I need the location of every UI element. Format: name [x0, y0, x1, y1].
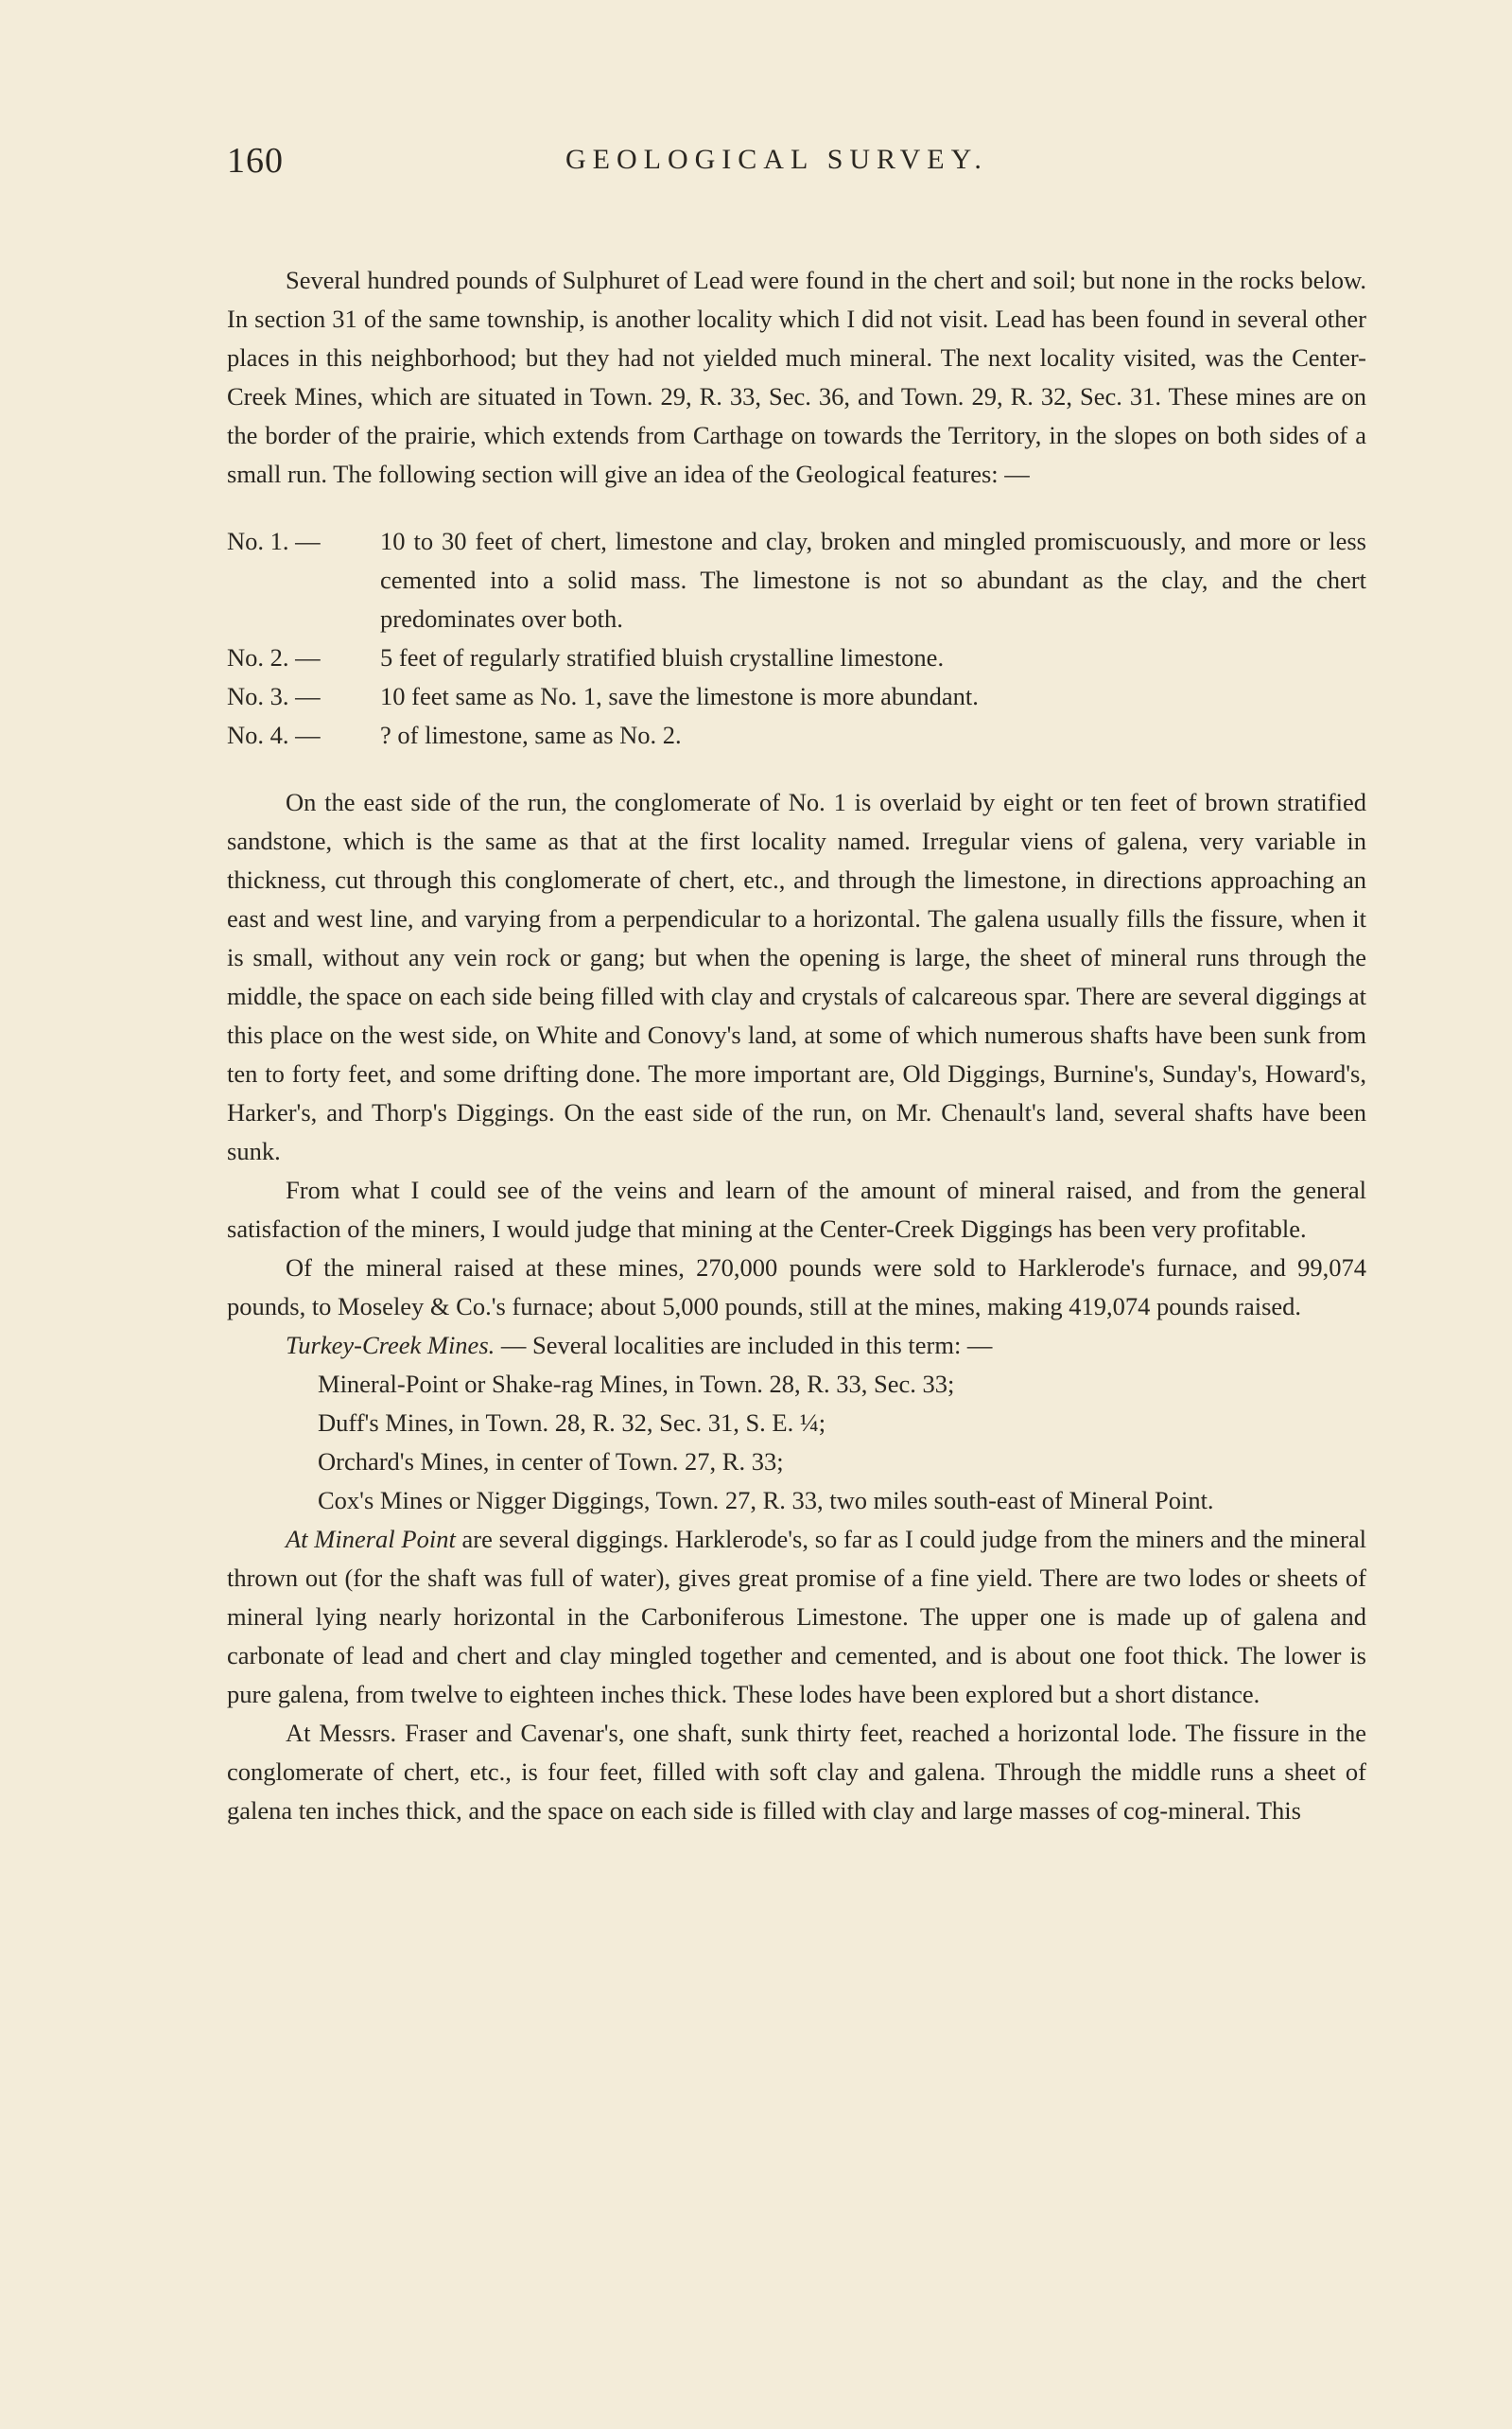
mineral-point-text: are several diggings. Harklerode's, so far as I could judge from the miners and the mineral thrown out (for the shaft was full of water), gives great promise of a fine yield. There are two lodes or sheets of mineral lying nearly horizontal in the Carboniferous Limestone. The upper one is made up of galena and carbonate of lead and chert and clay mingled together and cemented, and is about one foot thick. The lower is pure galena, from twelve to eighteen inches thick. These lodes have been explored but a short distance. [227, 1525, 1366, 1708]
layer-description: 10 feet same as No. 1, save the limestone is more abundant. [380, 682, 979, 710]
layer-number: No. 4. — [227, 721, 321, 749]
document-page [227, 140, 1366, 1830]
paragraph-turkey-creek-mines [227, 1326, 1366, 1365]
paragraph-mineral-point [227, 1520, 1366, 1714]
layer-number: No. 3. — [227, 682, 321, 710]
turkey-creek-text: — Several localities are included in this term: — [495, 1331, 993, 1359]
mineral-point-heading: At Mineral Point [286, 1525, 456, 1553]
paragraph-mineral-raised: Of the mineral raised at these mines, 270,000 pounds were sold to Harklerode's furnace, and 99,074 pounds, to Moseley & Co.'s furnace; about 5,000 pounds, still at the mines, making 419,074 pounds raised. [227, 1253, 1366, 1320]
section-layer [227, 716, 1366, 755]
geological-section-list [227, 522, 1366, 755]
section-layer [227, 638, 1366, 677]
page-number: 160 [227, 141, 284, 181]
layer-description: ? of limestone, same as No. 2. [380, 721, 682, 749]
turkey-creek-heading: Turkey-Creek Mines. [286, 1331, 495, 1359]
section-layer [227, 522, 1366, 638]
locality-item: Cox's Mines or Nigger Diggings, Town. 27, R. 33, two miles south-east of Mineral Point. [318, 1486, 1214, 1514]
locality-list [227, 1365, 1366, 1520]
section-layer [227, 677, 1366, 716]
layer-description: 10 to 30 feet of chert, limestone and clay, broken and mingled promiscuously, and more or less cemented into a solid mass. The limestone is not so abundant as the clay, and the chert predominates over both. [380, 527, 1366, 633]
layer-number: No. 2. — [227, 643, 321, 672]
paragraph-east-side-galena: On the east side of the run, the conglomerate of No. 1 is overlaid by eight or ten feet of brown stratified sandstone, which is the same as that at the first locality named. Irregular viens of galena, very variable in thickness, cut through this conglomerate of chert, etc., and through the limestone, in directions approaching an east and west line, and varying from a perpendicular to a horizontal. The galena usually fills the fissure, when it is small, without any vein rock or gang; but when the opening is large, the sheet of mineral runs through the middle, the space on each side being filled with clay and crystals of calcareous spar. There are several diggings at this place on the west side, on White and Conovy's land, at some of which numerous shafts have been sunk from ten to forty feet, and some drifting done. The more important are, Old Diggings, Burnine's, Sunday's, Howard's, Harker's, and Thorp's Diggings. On the east side of the run, on Mr. Chenault's land, several shafts have been sunk. [227, 788, 1366, 1165]
layer-number: No. 1. — [227, 527, 321, 555]
page-header [227, 140, 1366, 197]
paragraph-center-creek-intro: Several hundred pounds of Sulphuret of Lead were found in the chert and soil; but none in the rocks below. In section 31 of the same township, is another locality which I did not visit. Lead has been found in several other places in this neighborhood; but they had not yielded much mineral. The next locality visited, was the Center-Creek Mines, which are situated in Town. 29, R. 33, Sec. 36, and Town. 29, R. 32, Sec. 31. These mines are on the border of the prairie, which extends from Carthage on towards the Territory, in the slopes on both sides of a small run. The following section will give an idea of the Geological features: — [227, 266, 1366, 488]
running-head: GEOLOGICAL SURVEY. [565, 144, 988, 175]
paragraph-mining-profitable: From what I could see of the veins and learn of the amount of mineral raised, and from the general satisfaction of the miners, I would judge that mining at the Center-Creek Diggings has been very profitable. [227, 1176, 1366, 1243]
locality-item: Duff's Mines, in Town. 28, R. 32, Sec. 31, S. E. ¼; [318, 1408, 826, 1437]
layer-description: 5 feet of regularly stratified bluish crystalline limestone. [380, 643, 945, 672]
paragraph-fraser-cavenar: At Messrs. Fraser and Cavenar's, one shaft, sunk thirty feet, reached a horizontal lode. The fissure in the conglomerate of chert, etc., is four feet, filled with soft clay and galena. Through the middle runs a sheet of galena ten inches thick, and the space on each side is filled with clay and large masses of cog-mineral. This [227, 1719, 1366, 1825]
locality-item: Orchard's Mines, in center of Town. 27, R. 33; [318, 1447, 784, 1476]
locality-item: Mineral-Point or Shake-rag Mines, in Town. 28, R. 33, Sec. 33; [318, 1370, 955, 1398]
